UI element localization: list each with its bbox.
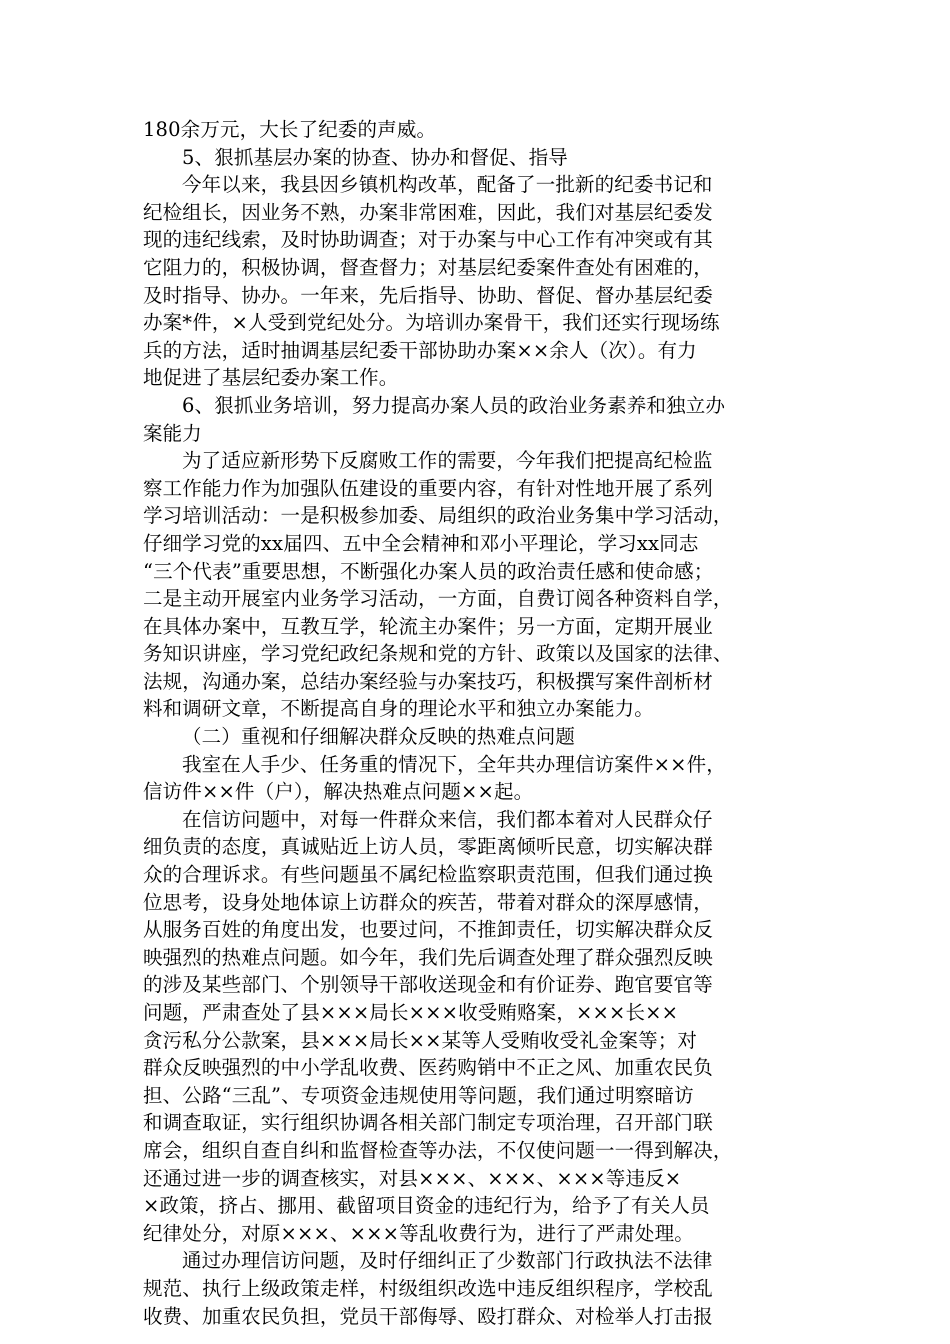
- text-line: 仔细学习党的xx届四、五中全会精神和邓小平理论，学习xx同志: [143, 531, 699, 555]
- text-line: 料和调研文章，不断提高自身的理论水平和独立办案能力。: [143, 697, 654, 721]
- text-line: 信访件××件（户），解决热难点问题××起。: [143, 780, 534, 804]
- text-line: 和调查取证，实行组织协调各相关部门制定专项治理，召开部门联: [143, 1111, 713, 1135]
- text-line: 及时指导、协办。一年来，先后指导、协助、督促、督办基层纪委: [143, 283, 713, 307]
- text-line: 贪污私分公款案，县×××局长××某等人受贿收受礼金案等；对: [143, 1028, 698, 1052]
- text-line: （二）重视和仔细解决群众反映的热难点问题: [182, 725, 576, 749]
- text-line: 察工作能力作为加强队伍建设的重要内容，有针对性地开展了系列: [143, 476, 713, 500]
- text-line: 二是主动开展室内业务学习活动，一方面，自费订阅各种资料自学，: [143, 587, 733, 611]
- text-line: 在具体办案中，互教互学，轮流主办案件；另一方面，定期开展业: [143, 614, 713, 638]
- text-line: 位思考，设身处地体谅上访群众的疾苦，带着对群众的深厚感情，: [143, 890, 713, 914]
- text-line: 席会，组织自查自纠和监督检查等办法，不仅使问题一一得到解决，: [143, 1138, 733, 1162]
- text-line: 它阻力的，积极协调，督查督力；对基层纪委案件查处有困难的，: [143, 255, 713, 279]
- text-line: 180余万元，大长了纪委的声威。: [143, 118, 437, 141]
- text-line: 纪检组长，因业务不熟，办案非常困难，因此，我们对基层纪委发: [143, 200, 713, 224]
- text-line: 还通过进一步的调查核实，对县×××、×××、×××等违反×: [143, 1166, 682, 1190]
- text-line: 众的合理诉求。有些问题虽不属纪检监察职责范围，但我们通过换: [143, 863, 713, 887]
- text-line: 务知识讲座，学习党纪政纪条规和党的方针、政策以及国家的法律、: [143, 642, 733, 666]
- text-line: 的涉及某些部门、个别领导干部收送现金和有价证券、跑官要官等: [143, 973, 713, 997]
- text-line: 地促进了基层纪委办案工作。: [143, 366, 399, 390]
- text-line: 案能力: [143, 421, 202, 445]
- text-line: 细负责的态度，真诚贴近上访人员，零距离倾听民意，切实解决群: [143, 835, 713, 859]
- text-line: 映强烈的热难点问题。如今年，我们先后调查处理了群众强烈反映: [143, 945, 713, 969]
- text-line: 通过办理信访问题，及时仔细纠正了少数部门行政执法不法律: [182, 1249, 713, 1273]
- text-line: 担、公路“三乱”、专项资金违规使用等问题，我们通过明察暗访: [143, 1083, 694, 1107]
- text-line: 办案*件，×人受到党纪处分。为培训办案骨干，我们还实行现场练: [143, 311, 720, 335]
- text-line: ×政策，挤占、挪用、截留项目资金的违纪行为，给予了有关人员: [143, 1194, 710, 1218]
- text-line: 6、狠抓业务培训，努力提高办案人员的政治业务素养和独立办: [182, 393, 726, 417]
- text-line: 纪律处分，对原×××、×××等乱收费行为，进行了严肃处理。: [143, 1221, 694, 1245]
- text-line: 现的违纪线索，及时协助调查；对于办案与中心工作有冲突或有其: [143, 228, 713, 252]
- text-line: 为了适应新形势下反腐败工作的需要，今年我们把提高纪检监: [182, 449, 713, 473]
- text-line: 我室在人手少、任务重的情况下，全年共办理信访案件××件，: [182, 752, 726, 776]
- text-line: 规范、执行上级政策走样，村级组织改选中违反组织程序，学校乱: [143, 1276, 713, 1300]
- document-body: [143, 116, 808, 1330]
- text-line: 从服务百姓的角度出发，也要过问，不推卸责任，切实解决群众反: [143, 918, 713, 942]
- text-line: 5、狠抓基层办案的协查、协办和督促、指导: [182, 145, 568, 169]
- text-line: 问题，严肃查处了县×××局长×××收受贿赂案，×××长××: [143, 1001, 679, 1024]
- text-line: 学习培训活动：一是积极参加委、局组织的政治业务集中学习活动，: [143, 504, 733, 528]
- text-line: “三个代表”重要思想，不断强化办案人员的政治责任感和使命感；: [143, 559, 714, 583]
- text-line: 法规，沟通办案，总结办案经验与办案技巧，积极撰写案件剖析材: [143, 669, 713, 693]
- text-line: 群众反映强烈的中小学乱收费、医药购销中不正之风、加重农民负: [143, 1056, 713, 1080]
- text-line: 今年以来，我县因乡镇机构改革，配备了一批新的纪委书记和: [182, 173, 713, 197]
- text-line: 收费、加重农民负担，党员干部侮辱、殴打群众、对检举人打击报: [143, 1304, 713, 1328]
- text-line: 兵的方法，适时抽调基层纪委干部协助办案××余人（次）。有力: [143, 338, 697, 362]
- text-line: 在信访问题中，对每一件群众来信，我们都本着对人民群众仔: [182, 807, 713, 831]
